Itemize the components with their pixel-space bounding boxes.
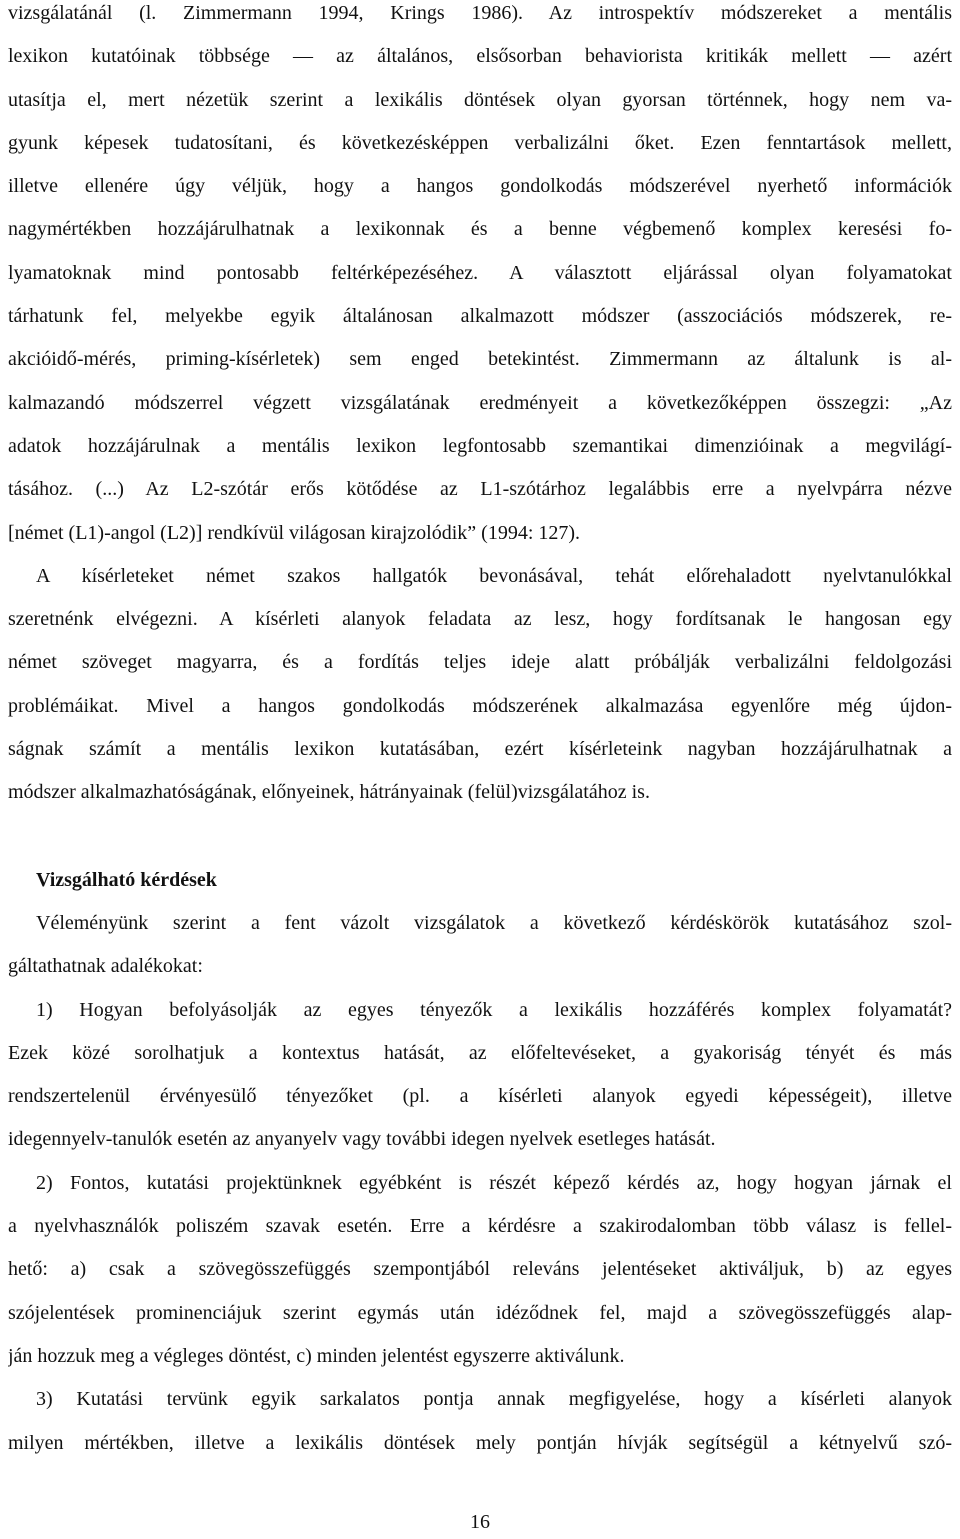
text-line: szójelentések prominenciájuk szerint egymás után idéződnek fel, majd a szövegösszefüggés alap- xyxy=(8,1301,952,1324)
text-line: vizsgálatánál (l. Zimmermann 1994, Krings 1986). Az introspektív módszereket a mentális xyxy=(8,2,952,24)
text-line: lexikon kutatóinak többsége — az általános, elsősorban behaviorista kritikák mellett — azért xyxy=(8,45,952,68)
text-line: Ezek közé sorolhatjuk a kontextus hatását, az előfeltevéseket, a gyakoriság tényét és más xyxy=(8,1041,952,1064)
paragraph-method-justification xyxy=(8,0,952,555)
text-line: milyen mértékben, illetve a lexikális döntések mely pontján hívják segítségül a kétnyelvű szó- xyxy=(8,1431,952,1454)
text-line: problémáikat. Mivel a hangos gondolkodás módszerének alkalmazása egyenlőre még újdon- xyxy=(8,694,952,717)
text-line: rendszertelenül érvényesülő tényezőket (pl. a kísérleti alanyok egyedi képességeit), illetve xyxy=(8,1085,952,1108)
text-line: idegennyelv-tanulók esetén az anyanyelv vagy további idegen nyelvek esetleges hatását. xyxy=(8,1128,716,1151)
text-line: A kísérleteket német szakos hallgatók bevonásával, tehát előrehaladott nyelvtanulókkal xyxy=(36,564,952,587)
text-line: német szöveget magyarra, és a fordítás teljes ideje alatt próbálják verbalizálni feldolgozási xyxy=(8,651,952,674)
text-line: 2) Fontos, kutatási projektünknek egyébként is részét képező kérdés az, hogy hogyan járnak el xyxy=(36,1171,952,1194)
text-line: gyunk képesek tudatosítani, és következésképpen verbalizálni őket. Ezen fenntartások mellett, xyxy=(8,131,952,154)
document-page xyxy=(8,0,952,1465)
paragraph-question-3 xyxy=(8,1378,952,1465)
text-line: gáltathatnak adalékokat: xyxy=(8,955,203,978)
text-line: adatok hozzájárulnak a mentális lexikon legfontosabb szemantikai dimenzióinak a megvilágí- xyxy=(8,434,952,457)
text-line: ságnak számít a mentális lexikon kutatásában, ezért kísérleteink nagyban hozzájárulhatnak a xyxy=(8,738,952,761)
paragraph-question-2 xyxy=(8,1162,952,1378)
section-heading: Vizsgálható kérdések xyxy=(36,868,217,891)
text-line: kalmazandó módszerrel végzett vizsgálatának eredményeit a következőképpen összegzi: „Az xyxy=(8,391,952,414)
paragraph-question-1 xyxy=(8,989,952,1162)
text-line: módszer alkalmazhatóságának, előnyeinek, hátrányainak (felül)vizsgálatához is. xyxy=(8,781,650,804)
text-line: a nyelvhasználók poliszém szavak esetén. Erre a kérdésre a szakirodalomban több válasz is fellel- xyxy=(8,1215,952,1238)
text-line: illetve ellenére úgy véljük, hogy a hangos gondolkodás módszerével nyerhető információk xyxy=(8,175,952,198)
section-gap xyxy=(8,815,952,859)
page-number: 16 xyxy=(470,1511,490,1533)
text-line: 1) Hogyan befolyásolják az egyes tényezők a lexikális hozzáférés komplex folyamatát? xyxy=(36,998,952,1021)
text-line: ján hozzuk meg a végleges döntést, c) minden jelentést egyszerre aktiválunk. xyxy=(8,1344,625,1367)
text-line: utasítja el, mert nézetük szerint a lexikális döntések olyan gyorsan történnek, hogy nem va- xyxy=(8,88,952,111)
text-line: lyamatoknak mind pontosabb feltérképezéséhez. A választott eljárással olyan folyamatokat xyxy=(8,261,952,284)
text-line: Véleményünk szerint a fent vázolt vizsgálatok a következő kérdéskörök kutatásához szol- xyxy=(36,911,952,934)
text-line: hető: a) csak a szövegösszefüggés szempontjából releváns jelentéseket aktiváljuk, b) az egyes xyxy=(8,1258,952,1281)
paragraph-intro-questions xyxy=(8,902,952,989)
paragraph-experiment-plan xyxy=(8,555,952,815)
text-line: tásához. (...) Az L2-szótár erős kötődése az L1-szótárhoz legalábbis erre a nyelvpárra nézve xyxy=(8,478,952,501)
text-line: nagymértékben hozzájárulhatnak a lexikonnak és a benne végbemenő komplex keresési fo- xyxy=(8,218,952,241)
text-line: akcióidő-mérés, priming-kísérletek) sem enged betekintést. Zimmermann az általunk is al- xyxy=(8,348,952,371)
text-line: [német (L1)-angol (L2)] rendkívül világosan kirajzolódik” (1994: 127). xyxy=(8,521,581,544)
text-line: 3) Kutatási tervünk egyik sarkalatos pontja annak megfigyelése, hogy a kísérleti alanyok xyxy=(36,1388,952,1411)
text-line: tárhatunk fel, melyekbe egyik általánosan alkalmazott módszer (asszociációs módszerek, re- xyxy=(8,305,952,328)
text-line: szeretnénk elvégezni. A kísérleti alanyok feladata az lesz, hogy fordítsanak le hangosan egy xyxy=(8,608,952,631)
